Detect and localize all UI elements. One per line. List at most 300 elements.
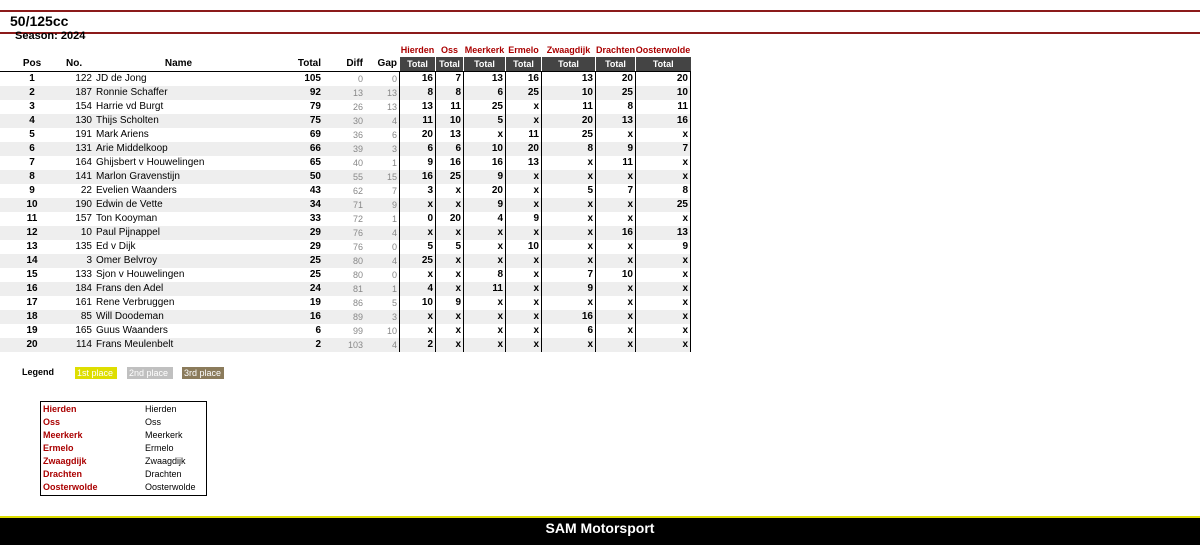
cell-gap: 9	[365, 198, 400, 212]
cell-result: 13	[464, 72, 506, 87]
cell-no: 131	[64, 142, 94, 156]
cell-result: 8	[636, 184, 691, 198]
table-row	[0, 86, 691, 100]
cell-total: 29	[263, 226, 323, 240]
cell-result: x	[596, 310, 636, 324]
cell-total: 66	[263, 142, 323, 156]
cell-result: 10	[506, 240, 542, 254]
cell-name: Mark Ariens	[96, 129, 149, 140]
venue-header-2: Meerkerk	[464, 45, 505, 55]
table-row	[0, 324, 691, 338]
cell-result: x	[506, 226, 542, 240]
cell-diff: 55	[323, 170, 365, 184]
cell-gap: 1	[365, 212, 400, 226]
table-row	[0, 226, 691, 240]
cell-result: 20	[400, 128, 436, 142]
cell-result: x	[542, 170, 596, 184]
cell-result: x	[596, 240, 636, 254]
cell-result: 13	[636, 226, 691, 240]
col-pos: Pos	[0, 57, 64, 72]
cell-no: 133	[75, 269, 92, 280]
cell-result: x	[464, 240, 506, 254]
venue-header-0: Hierden	[400, 45, 435, 55]
cell-result: 13	[542, 72, 596, 87]
cell-total: 69	[309, 129, 321, 140]
venue-full-name: Ermelo	[145, 443, 174, 453]
cell-no: 190	[64, 198, 94, 212]
cell-result: x	[436, 184, 464, 198]
venue-full-name: Meerkerk	[145, 430, 183, 440]
cell-result: 5	[464, 114, 506, 128]
cell-gap: 7	[365, 184, 400, 198]
cell-pos: 6	[0, 142, 64, 156]
cell-result: x	[436, 282, 464, 296]
cell-total: 34	[263, 198, 323, 212]
cell-result: 10	[436, 114, 464, 128]
cell-no: 184	[64, 282, 94, 296]
cell-total: 33	[309, 213, 321, 224]
venue-full-name: Hierden	[145, 404, 177, 414]
cell-result: x	[596, 338, 636, 352]
cell-result: x	[464, 254, 506, 268]
cell-diff: 76	[323, 226, 365, 240]
cell-result: 13	[436, 128, 464, 142]
table-row	[0, 156, 691, 170]
cell-result: 9	[436, 296, 464, 310]
cell-result: 5	[436, 240, 464, 254]
table-row	[0, 296, 691, 310]
venue-code: Oosterwolde	[43, 482, 98, 492]
cell-result: x	[596, 282, 636, 296]
cell-pos: 13	[26, 241, 38, 252]
cell-result: x	[464, 324, 506, 338]
cell-gap: 0	[365, 72, 400, 87]
cell-gap: 10	[365, 324, 400, 338]
cell-total: 24	[263, 282, 323, 296]
cell-result: x	[506, 268, 542, 282]
cell-gap: 4	[365, 254, 400, 268]
cell-result: 25	[436, 170, 464, 184]
cell-pos: 9	[29, 185, 35, 196]
cell-result: 0	[400, 212, 436, 226]
cell-result: 9	[464, 170, 506, 184]
cell-result: x	[636, 268, 691, 282]
cell-result: x	[596, 324, 636, 338]
table-row	[0, 338, 691, 352]
cell-result: 5	[400, 240, 436, 254]
cell-result: x	[636, 128, 691, 142]
cell-gap: 1	[365, 156, 400, 170]
cell-result: x	[636, 254, 691, 268]
cell-result: x	[506, 198, 542, 212]
cell-result: x	[436, 324, 464, 338]
cell-result: 8	[400, 86, 436, 100]
venue-total-header-6: Total	[636, 57, 691, 72]
cell-result: x	[542, 156, 596, 170]
cell-total: 25	[263, 254, 323, 268]
cell-no: 164	[75, 157, 92, 168]
cell-pos: 4	[0, 114, 64, 128]
cell-pos: 19	[26, 325, 38, 336]
cell-pos: 7	[29, 157, 35, 168]
cell-result: 9	[596, 142, 636, 156]
cell-diff: 62	[352, 186, 363, 196]
cell-pos: 14	[0, 254, 64, 268]
cell-result: 13	[400, 100, 436, 114]
results-body	[0, 72, 691, 353]
cell-no: 141	[64, 170, 94, 184]
cell-total: 105	[304, 73, 321, 84]
cell-pos: 5	[29, 129, 35, 140]
cell-pos: 15	[26, 269, 38, 280]
col-total: Total	[263, 57, 323, 72]
cell-result: 20	[636, 72, 691, 87]
cell-result: 16	[636, 114, 691, 128]
venue-full-name: Oosterwolde	[145, 482, 196, 492]
cell-result: 11	[542, 100, 596, 114]
cell-result: 3	[400, 184, 436, 198]
cell-total: 92	[263, 86, 323, 100]
table-row	[0, 72, 691, 87]
cell-result: x	[596, 254, 636, 268]
cell-no: 3	[64, 254, 94, 268]
cell-name: Omer Belvroy	[94, 254, 263, 268]
cell-diff: 72	[352, 214, 363, 224]
cell-no: 85	[64, 310, 94, 324]
cell-result: x	[636, 170, 691, 184]
cell-total: 75	[263, 114, 323, 128]
cell-total: 65	[309, 157, 321, 168]
cell-result: x	[506, 100, 542, 114]
cell-result: 16	[506, 72, 542, 87]
cell-diff: 81	[323, 282, 365, 296]
cell-result: x	[636, 156, 691, 170]
cell-result: 25	[464, 100, 506, 114]
cell-result: x	[636, 282, 691, 296]
cell-pos: 2	[0, 86, 64, 100]
cell-diff: 36	[352, 130, 363, 140]
table-row	[0, 198, 691, 212]
cell-result: 4	[464, 212, 506, 226]
cell-diff: 39	[323, 142, 365, 156]
cell-gap: 3	[365, 310, 400, 324]
cell-name: Arie Middelkoop	[94, 142, 263, 156]
table-row	[0, 268, 691, 282]
cell-result: 16	[400, 72, 436, 87]
cell-result: 10	[636, 86, 691, 100]
cell-diff: 40	[352, 158, 363, 168]
cell-result: x	[464, 128, 506, 142]
venue-code: Ermelo	[43, 443, 74, 453]
cell-result: 13	[506, 156, 542, 170]
cell-result: 7	[436, 72, 464, 87]
cell-total: 29	[309, 241, 321, 252]
column-header-row	[0, 57, 691, 72]
cell-diff: 80	[352, 270, 363, 280]
cell-result: x	[506, 296, 542, 310]
cell-pos: 11	[26, 213, 38, 224]
cell-no: 135	[75, 241, 92, 252]
cell-gap: 0	[365, 268, 400, 282]
cell-result: 8	[464, 268, 506, 282]
cell-name: Ronnie Schaffer	[94, 86, 263, 100]
venue-header-5: Drachten	[595, 45, 635, 55]
cell-result: 11	[436, 100, 464, 114]
cell-result: 13	[596, 114, 636, 128]
venue-total-header-4: Total	[542, 57, 596, 72]
cell-name: Thijs Scholten	[94, 114, 263, 128]
cell-result: x	[464, 310, 506, 324]
table-row	[0, 128, 691, 142]
cell-result: x	[400, 226, 436, 240]
cell-result: 6	[542, 324, 596, 338]
results-table	[0, 43, 691, 352]
table-row	[0, 282, 691, 296]
cell-name: Will Doodeman	[94, 310, 263, 324]
cell-result: x	[400, 198, 436, 212]
cell-result: 7	[636, 142, 691, 156]
cell-result: 8	[542, 142, 596, 156]
cell-diff: 103	[323, 338, 365, 352]
cell-result: x	[506, 254, 542, 268]
col-diff: Diff	[323, 57, 365, 72]
cell-result: 16	[464, 156, 506, 170]
venue-code: Meerkerk	[43, 430, 83, 440]
cell-pos: 18	[0, 310, 64, 324]
cell-result: x	[542, 226, 596, 240]
cell-diff: 80	[323, 254, 365, 268]
cell-diff: 76	[352, 242, 363, 252]
cell-result: 8	[596, 100, 636, 114]
cell-no: 130	[64, 114, 94, 128]
cell-diff: 89	[323, 310, 365, 324]
table-row	[0, 114, 691, 128]
cell-result: 25	[596, 86, 636, 100]
cell-result: x	[506, 184, 542, 198]
table-row	[0, 142, 691, 156]
cell-pos: 8	[0, 170, 64, 184]
cell-result: x	[542, 240, 596, 254]
cell-result: 25	[636, 198, 691, 212]
cell-result: x	[542, 212, 596, 226]
venue-header-3: Ermelo	[508, 45, 539, 55]
cell-pos: 20	[0, 338, 64, 352]
venue-total-header-0: Total	[400, 57, 436, 72]
cell-total: 50	[263, 170, 323, 184]
venue-full-name: Drachten	[145, 469, 182, 479]
cell-total: 43	[309, 185, 321, 196]
cell-result: 25	[542, 128, 596, 142]
cell-result: x	[506, 170, 542, 184]
cell-result: 11	[596, 156, 636, 170]
cell-result: 9	[464, 198, 506, 212]
cell-result: x	[636, 296, 691, 310]
cell-result: x	[506, 310, 542, 324]
cell-name: Ed v Dijk	[96, 241, 136, 252]
cell-gap: 13	[365, 86, 400, 100]
cell-diff: 86	[352, 298, 363, 308]
cell-diff: 99	[352, 326, 363, 336]
cell-total: 6	[315, 325, 321, 336]
cell-result: 7	[596, 184, 636, 198]
venue-total-header-2: Total	[464, 57, 506, 72]
cell-no: 122	[75, 73, 92, 84]
cell-pos: 3	[29, 101, 35, 112]
cell-no: 157	[75, 213, 92, 224]
table-row	[0, 100, 691, 114]
cell-result: 6	[464, 86, 506, 100]
cell-result: 16	[596, 226, 636, 240]
cell-result: 20	[436, 212, 464, 226]
table-row	[0, 240, 691, 254]
cell-result: x	[596, 170, 636, 184]
venue-total-header-3: Total	[506, 57, 542, 72]
cell-result: 8	[436, 86, 464, 100]
cell-name: JD de Jong	[96, 73, 147, 84]
cell-result: 10	[596, 268, 636, 282]
venue-full-name: Zwaagdijk	[145, 456, 186, 466]
cell-result: x	[464, 338, 506, 352]
cell-result: x	[542, 296, 596, 310]
cell-pos: 10	[0, 198, 64, 212]
cell-result: 16	[436, 156, 464, 170]
venue-total-header-1: Total	[436, 57, 464, 72]
cell-name: Sjon v Houwelingen	[96, 269, 185, 280]
cell-gap: 4	[365, 338, 400, 352]
cell-result: 2	[400, 338, 436, 352]
cell-diff: 71	[323, 198, 365, 212]
cell-result: 11	[400, 114, 436, 128]
cell-result: x	[436, 268, 464, 282]
col-no: No.	[64, 57, 94, 72]
cell-result: x	[636, 324, 691, 338]
season-label: Season: 2024	[15, 30, 86, 42]
cell-no: 22	[80, 185, 92, 196]
cell-result: x	[464, 226, 506, 240]
cell-gap: 5	[365, 296, 400, 310]
cell-gap: 1	[365, 282, 400, 296]
cell-no: 187	[64, 86, 94, 100]
cell-diff: 30	[323, 114, 365, 128]
legend-item-3: 3rd place	[182, 367, 224, 379]
cell-result: 11	[464, 282, 506, 296]
cell-no: 10	[64, 226, 94, 240]
table-row	[0, 184, 691, 198]
cell-total: 19	[309, 297, 321, 308]
cell-result: 6	[436, 142, 464, 156]
cell-result: 9	[506, 212, 542, 226]
cell-gap: 6	[365, 128, 400, 142]
cell-result: x	[506, 338, 542, 352]
cell-result: 16	[400, 170, 436, 184]
cell-name: Paul Pijnappel	[94, 226, 263, 240]
venue-header-row	[0, 43, 691, 57]
page-title: 50/125cc	[10, 13, 69, 29]
cell-gap: 3	[365, 142, 400, 156]
cell-pos: 1	[29, 73, 35, 84]
venue-code: Oss	[43, 417, 61, 427]
cell-result: x	[636, 310, 691, 324]
cell-result: 7	[542, 268, 596, 282]
cell-result: x	[506, 114, 542, 128]
cell-name: Marlon Gravenstijn	[94, 170, 263, 184]
cell-name: Edwin de Vette	[94, 198, 263, 212]
cell-pos: 16	[0, 282, 64, 296]
cell-diff: 26	[352, 102, 363, 112]
cell-result: x	[542, 198, 596, 212]
cell-name: Guus Waanders	[96, 325, 168, 336]
cell-no: 191	[75, 129, 92, 140]
cell-gap: 13	[365, 100, 400, 114]
cell-result: x	[436, 254, 464, 268]
col-name: Name	[94, 57, 263, 72]
cell-result: 11	[636, 100, 691, 114]
cell-result: 10	[542, 86, 596, 100]
cell-name: Ton Kooyman	[96, 213, 158, 224]
venue-header-1: Oss	[440, 45, 458, 55]
cell-result: 10	[464, 142, 506, 156]
cell-result: x	[464, 296, 506, 310]
venue-code: Hierden	[43, 404, 77, 414]
cell-pos: 12	[0, 226, 64, 240]
cell-gap: 4	[365, 114, 400, 128]
title-bar	[0, 10, 1200, 34]
cell-result: x	[400, 324, 436, 338]
cell-result: x	[506, 282, 542, 296]
cell-result: 20	[596, 72, 636, 87]
cell-result: x	[636, 338, 691, 352]
cell-result: x	[436, 198, 464, 212]
cell-result: x	[596, 198, 636, 212]
cell-name: Frans Meulenbelt	[94, 338, 263, 352]
cell-result: 11	[506, 128, 542, 142]
cell-result: 20	[542, 114, 596, 128]
col-gap: Gap	[365, 57, 400, 72]
cell-total: 25	[309, 269, 321, 280]
cell-result: x	[400, 268, 436, 282]
cell-result: x	[436, 338, 464, 352]
cell-result: 4	[400, 282, 436, 296]
cell-result: 5	[542, 184, 596, 198]
table-row	[0, 310, 691, 324]
cell-no: 114	[64, 338, 94, 352]
cell-name: Frans den Adel	[94, 282, 263, 296]
cell-total: 79	[309, 101, 321, 112]
cell-result: x	[596, 212, 636, 226]
cell-gap: 4	[365, 226, 400, 240]
cell-result: 10	[400, 296, 436, 310]
cell-result: x	[542, 254, 596, 268]
cell-result: x	[400, 310, 436, 324]
cell-total: 2	[263, 338, 323, 352]
cell-gap: 15	[365, 170, 400, 184]
cell-diff: 0	[357, 74, 363, 84]
cell-result: 9	[542, 282, 596, 296]
venue-total-header-5: Total	[596, 57, 636, 72]
cell-result: 20	[464, 184, 506, 198]
cell-no: 154	[75, 101, 92, 112]
table-row	[0, 212, 691, 226]
venue-code: Zwaagdijk	[43, 456, 87, 466]
table-row	[0, 170, 691, 184]
cell-result: 9	[400, 156, 436, 170]
cell-result: 25	[400, 254, 436, 268]
legend-item-2: 2nd place	[127, 367, 173, 379]
table-row	[0, 254, 691, 268]
cell-gap: 0	[365, 240, 400, 254]
cell-result: 6	[400, 142, 436, 156]
cell-total: 16	[263, 310, 323, 324]
